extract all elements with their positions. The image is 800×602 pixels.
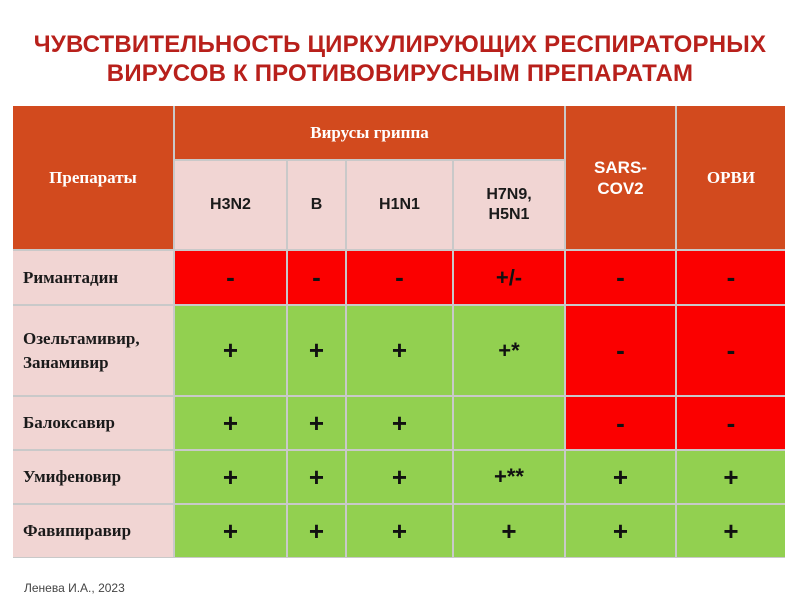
sensitivity-value: +: [308, 515, 325, 546]
sensitivity-cell: [347, 397, 452, 449]
sensitivity-value: +: [222, 407, 239, 438]
sensitivity-cell: [677, 451, 785, 503]
sensitivity-value: +: [723, 515, 739, 546]
header-strain: [454, 161, 564, 249]
sensitivity-value: +: [612, 461, 629, 492]
sensitivity-value: +: [723, 461, 739, 492]
sensitivity-value: +: [391, 461, 408, 492]
drug-name-cell: [13, 451, 173, 503]
drug-name-cell: [13, 397, 173, 449]
sensitivity-value: +: [222, 335, 239, 365]
sensitivity-cell: [347, 505, 452, 557]
header-drugs-label: Препараты: [49, 167, 137, 187]
sensitivity-cell: [347, 251, 452, 304]
header-strain: [175, 161, 286, 249]
drug-name: Озельтамивир, Занамивир: [23, 328, 140, 372]
drug-name: Умифеновир: [23, 467, 122, 486]
drug-name-cell: [13, 251, 173, 304]
sensitivity-cell: [454, 505, 564, 557]
sensitivity-cell: [175, 451, 286, 503]
sensitivity-value: -: [395, 262, 404, 292]
sensitivity-value: +: [391, 407, 408, 438]
slide-title: [0, 30, 800, 88]
sensitivity-value: +**: [494, 464, 524, 489]
sensitivity-cell: [175, 397, 286, 449]
header-strain-label: H7N9, H5N1: [486, 186, 532, 223]
sensitivity-value: +: [222, 515, 239, 546]
drug-name: Фавипиравир: [23, 521, 132, 540]
header-sars-label: SARS- COV2: [594, 157, 647, 198]
header-influenza-label: Вирусы гриппа: [310, 122, 429, 142]
sensitivity-value: +: [391, 335, 408, 365]
sensitivity-value: +: [308, 407, 325, 438]
header-orvi: [677, 106, 785, 249]
sensitivity-cell: [175, 251, 286, 304]
sensitivity-value: -: [726, 335, 736, 365]
sensitivity-cell: [288, 397, 345, 449]
drug-name-cell: [13, 505, 173, 557]
sensitivity-cell: [288, 505, 345, 557]
drug-name: Балоксавир: [23, 413, 115, 432]
title-line-1: ЧУВСТВИТЕЛЬНОСТЬ ЦИРКУЛИРУЮЩИХ РЕСПИРАТОРНЫХ: [33, 31, 767, 58]
sensitivity-cell: [288, 451, 345, 503]
sensitivity-value: -: [726, 262, 736, 292]
sensitivity-value: +: [222, 461, 239, 492]
sensitivity-cell: [677, 505, 785, 557]
sensitivity-cell: [566, 505, 675, 557]
header-influenza: [175, 106, 564, 159]
sensitivity-cell: [175, 505, 286, 557]
sensitivity-cell: [566, 306, 675, 395]
sensitivity-value: +: [612, 515, 629, 546]
sensitivity-value: -: [312, 262, 321, 292]
header-strain-label: H3N2: [210, 196, 251, 213]
sensitivity-cell: [175, 306, 286, 395]
sensitivity-value: -: [616, 262, 625, 292]
sensitivity-cell: [677, 306, 785, 395]
sensitivity-cell: [288, 251, 345, 304]
sensitivity-value: -: [726, 407, 736, 438]
sensitivity-table: [13, 106, 785, 558]
sensitivity-value: -: [226, 262, 235, 292]
title-line-2: ВИРУСОВ К ПРОТИВОВИРУСНЫМ ПРЕПАРАТАМ: [106, 60, 694, 87]
sensitivity-cell: [677, 251, 785, 304]
sensitivity-cell: [454, 251, 564, 304]
sensitivity-cell: [677, 397, 785, 449]
header-strain-label: B: [310, 196, 323, 213]
sensitivity-cell: [347, 451, 452, 503]
sensitivity-cell: [454, 397, 564, 449]
drug-name-cell: [13, 306, 173, 395]
sensitivity-cell: [347, 306, 452, 395]
header-orvi-label: ОРВИ: [706, 167, 756, 187]
header-strain: [288, 161, 345, 249]
sensitivity-value: -: [616, 335, 625, 365]
sensitivity-cell: [566, 451, 675, 503]
source-footnote: Ленева И.А., 2023: [24, 581, 125, 595]
sensitivity-cell: [454, 451, 564, 503]
sensitivity-cell: [566, 251, 675, 304]
header-strain-label: H1N1: [379, 196, 420, 213]
sensitivity-value: +: [308, 335, 325, 365]
sensitivity-value: +/-: [495, 264, 523, 290]
sensitivity-value: +*: [498, 337, 520, 363]
sensitivity-cell: [566, 397, 675, 449]
sensitivity-cell: [288, 306, 345, 395]
sensitivity-value: +: [501, 515, 517, 546]
header-sars-cov2: [566, 106, 675, 249]
sensitivity-cell: [454, 306, 564, 395]
sensitivity-value: +: [308, 461, 325, 492]
header-strain: [347, 161, 452, 249]
drug-name: Римантадин: [23, 267, 119, 287]
header-drugs: [13, 106, 173, 249]
sensitivity-value: -: [616, 407, 625, 438]
sensitivity-value: +: [391, 515, 408, 546]
